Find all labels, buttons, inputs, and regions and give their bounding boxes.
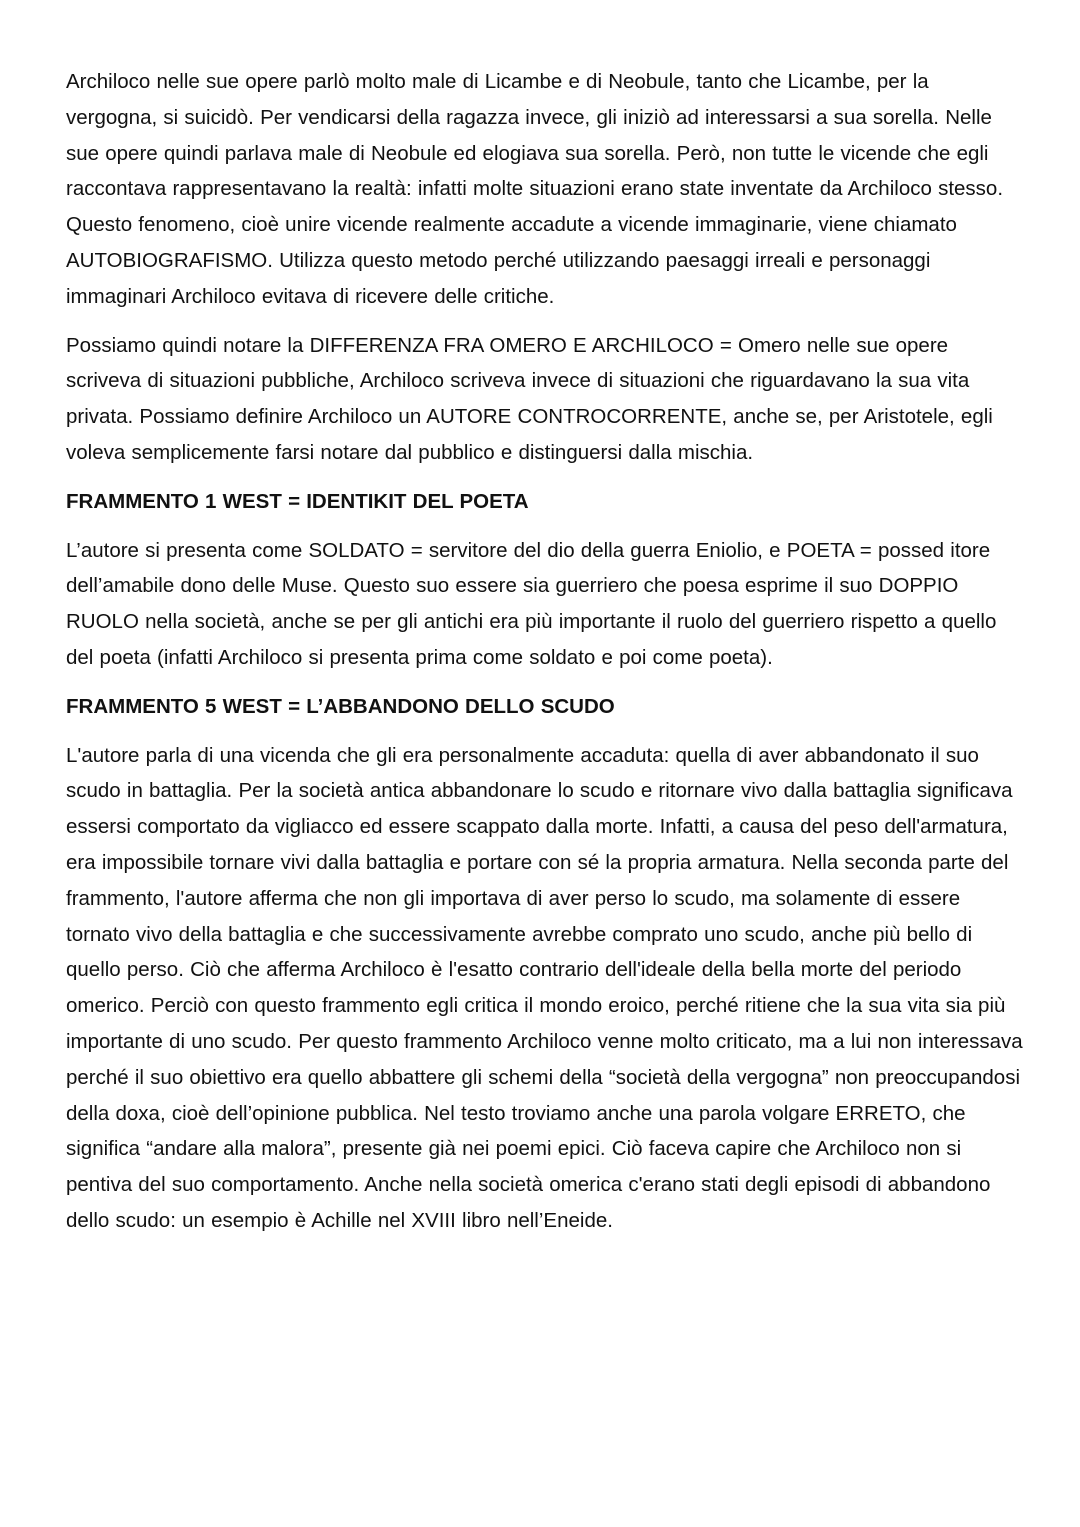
paragraph-abbandono-scudo: L'autore parla di una vicenda che gli era personalmente accaduta: quella di aver abbandonato il suo scudo in battaglia. Per la società antica abbandonare lo scudo e ritornare vivo dalla battaglia significava essersi comportato da vigliacco ed essere scappato dalla morte. Infatti, a causa del peso dell'armatura, era impossibile tornare vivi dalla battaglia e portare con sé la propria armatura. Nella seconda parte del frammento, l'autore afferma che non gli importava di aver perso lo scudo, ma solamente di essere tornato vivo della battaglia e che successivamente avrebbe comprato uno scudo, anche più bello di quello perso. Ciò che afferma Archiloco è l'esatto contrario dell'ideale della bella morte del periodo omerico. Perciò con questo frammento egli critica il mondo eroico, perché ritiene che la sua vita sia più importante di uno scudo. Per questo frammento Archiloco venne molto criticato, ma a lui non interessava perché il suo obiettivo era quello abbattere gli schemi della “società della vergogna” non preoccupandosi della doxa, cioè dell’opinione pubblica. Nel testo troviamo anche una parola volgare ERRETO, che significa “andare alla malora”, presente già nei poemi epici. Ciò faceva capire che Archiloco non si pentiva del suo comportamento. Anche nella società omerica c'erano stati degli episodi di abbandono dello scudo: un esempio è Achille nel XVIII libro nell’Eneide. [66, 743, 1023, 1232]
heading-frammento-5-west: FRAMMENTO 5 WEST = L’ABBANDONO DELLO SCUDO [66, 694, 615, 718]
paragraph-omero-archiloco: Possiamo quindi notare la DIFFERENZA FRA OMERO E ARCHILOCO = Omero nelle sue opere scriveva di situazioni pubbliche, Archiloco scriveva invece di situazioni che riguardavano la sua vita privata. Possiamo definire Archiloco un AUTORE CONTROCORRENTE, anche se, per Aristotele, egli voleva semplicemente farsi notare dal pubblico e distinguersi dalla mischia. [66, 333, 993, 464]
heading-frammento-1-west: FRAMMENTO 1 WEST = IDENTIKIT DEL POETA [66, 489, 529, 513]
document-page [66, 64, 1026, 1252]
paragraph-licambe-neobule: Archiloco nelle sue opere parlò molto male di Licambe e di Neobule, tanto che Licambe, per la vergogna, si suicidò. Per vendicarsi della ragazza invece, gli iniziò ad interessarsi a sua sorella. Nelle sue opere quindi parlava male di Neobule ed elogiava sua sorella. Però, non tutte le vicende che egli raccontava rappresentavano la realtà: infatti molte situazioni erano state inventate da Archiloco stesso. Questo fenomeno, cioè unire vicende realmente accadute a vicende immaginarie, viene chiamato AUTOBIOGRAFISMO. Utilizza questo metodo perché utilizzando paesaggi irreali e personaggi immaginari Archiloco evitava di ricevere delle critiche. [66, 70, 1004, 308]
paragraph-soldato-poeta: L’autore si presenta come SOLDATO = servitore del dio della guerra Eniolio, e POETA = possed itore dell’amabile dono delle Muse. Questo suo essere sia guerriero che poesa esprime il suo DOPPIO RUOLO nella società, anche se per gli antichi era più importante il ruolo del guerriero rispetto a quello del poeta (infatti Archiloco si presenta prima come soldato e poi come poeta). [66, 538, 997, 669]
